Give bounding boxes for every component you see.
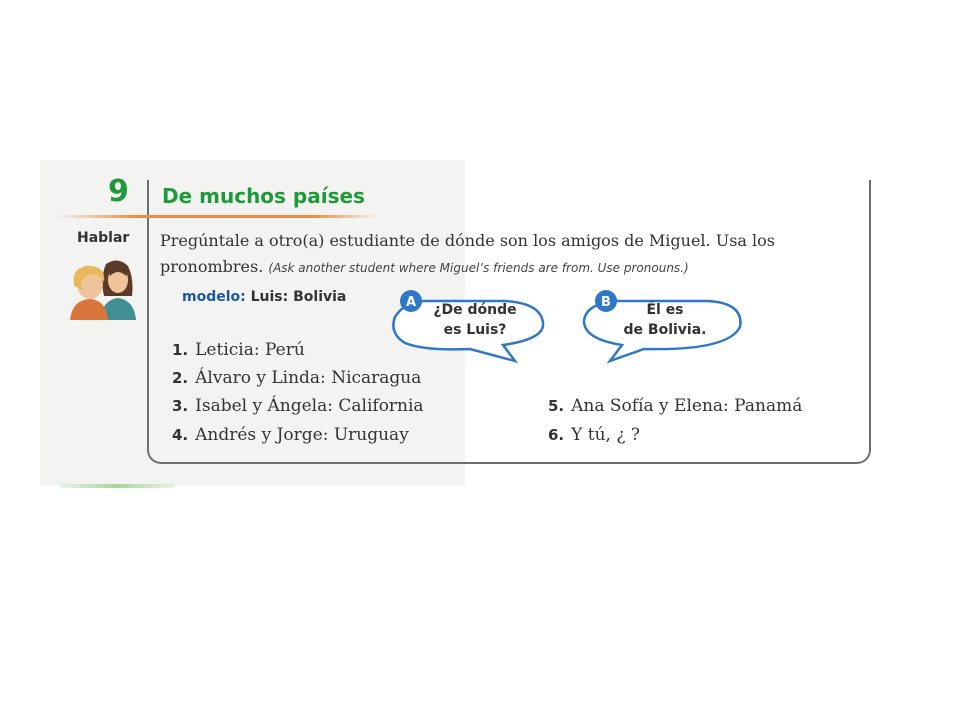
decorative-tab bbox=[60, 484, 175, 488]
two-students-icon bbox=[70, 256, 138, 320]
list-item: 2. Álvaro y Linda: Nicaragua bbox=[172, 368, 422, 388]
bubble-a-line2: es Luis? bbox=[443, 322, 507, 338]
activity-title: De muchos países bbox=[162, 184, 365, 208]
model-line bbox=[182, 289, 346, 305]
list-item: 4. Andrés y Jorge: Uruguay bbox=[172, 425, 409, 445]
list-item: 6. Y tú, ¿ ? bbox=[548, 425, 640, 445]
bubble-b-line1: Él es bbox=[646, 302, 684, 318]
instructions-spanish: Pregúntale a otro(a) estudiante de dónde son los amigos de Miguel. Usa los pronombres. bbox=[160, 231, 775, 276]
bubble-a-letter: A bbox=[405, 295, 417, 310]
instructions-english: (Ask another student where Miguel’s friends are from. Use pronouns.) bbox=[268, 261, 689, 275]
title-rule bbox=[56, 215, 378, 218]
list-item: 1. Leticia: Perú bbox=[172, 340, 305, 360]
bubble-b-line2: de Bolivia. bbox=[623, 322, 707, 338]
skill-label: Hablar bbox=[77, 230, 130, 246]
model-prompt: Luis: Bolivia bbox=[250, 289, 347, 305]
bubble-a-line1: ¿De dónde bbox=[433, 302, 517, 318]
bubble-b-letter: B bbox=[601, 295, 611, 310]
bubble-b-text bbox=[600, 300, 730, 340]
activity-number: 9 bbox=[108, 174, 129, 209]
list-item: 5. Ana Sofía y Elena: Panamá bbox=[548, 396, 803, 416]
bubble-a-text bbox=[415, 300, 535, 340]
list-item: 3. Isabel y Ángela: California bbox=[172, 396, 424, 416]
instructions bbox=[160, 228, 860, 281]
model-label: modelo: bbox=[182, 289, 246, 305]
